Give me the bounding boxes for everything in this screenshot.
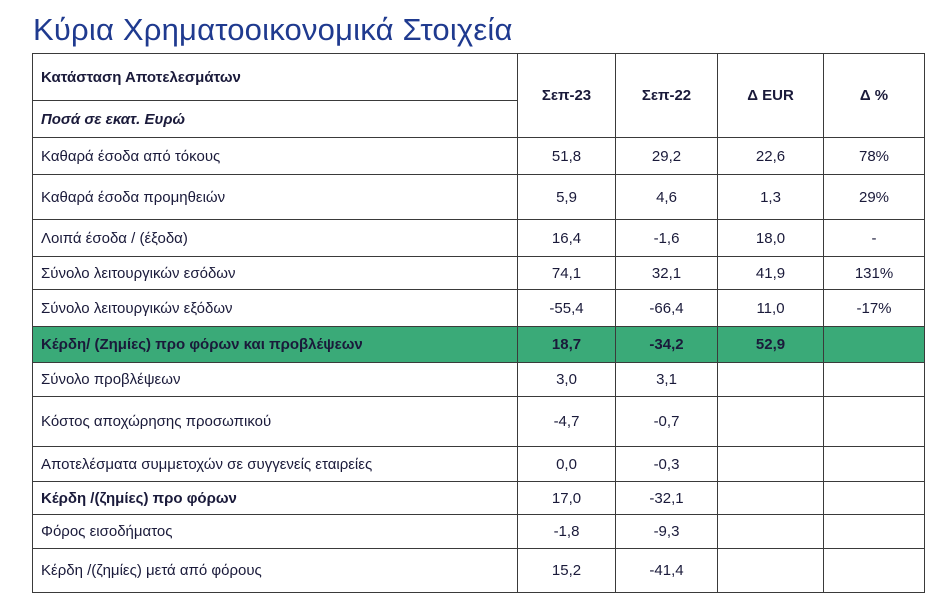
income-statement-table xyxy=(32,53,925,593)
table-row xyxy=(33,482,925,515)
units-label: Ποσά σε εκατ. Ευρώ xyxy=(33,101,518,138)
cell-sep22: -1,6 xyxy=(616,220,718,257)
cell-delta-pct xyxy=(824,447,925,482)
cell-delta-eur: 1,3 xyxy=(718,175,824,220)
page-title: Κύρια Χρηματοοικονομικά Στοιχεία xyxy=(33,12,513,47)
cell-sep23: -1,8 xyxy=(518,515,616,549)
row-label: Κέρδη /(ζημίες) μετά από φόρους xyxy=(33,549,518,593)
cell-delta-pct: 29% xyxy=(824,175,925,220)
cell-delta-pct xyxy=(824,549,925,593)
cell-delta-pct: 78% xyxy=(824,138,925,175)
cell-sep23: 18,7 xyxy=(518,327,616,363)
cell-sep22: 3,1 xyxy=(616,363,718,397)
cell-delta-pct: - xyxy=(824,220,925,257)
cell-delta-pct xyxy=(824,327,925,363)
table-row-highlighted xyxy=(33,327,925,363)
cell-sep22: -0,3 xyxy=(616,447,718,482)
row-label: Φόρος εισοδήματος xyxy=(33,515,518,549)
row-label: Αποτελέσματα συμμετοχών σε συγγενείς εταιρείες xyxy=(33,447,518,482)
cell-delta-eur: 18,0 xyxy=(718,220,824,257)
table-row xyxy=(33,220,925,257)
cell-delta-pct xyxy=(824,482,925,515)
cell-sep22: -9,3 xyxy=(616,515,718,549)
cell-sep22: 29,2 xyxy=(616,138,718,175)
cell-delta-eur xyxy=(718,447,824,482)
cell-sep22: -34,2 xyxy=(616,327,718,363)
column-header-delta-eur: Δ EUR xyxy=(718,54,824,138)
table-row xyxy=(33,447,925,482)
column-header-sep22: Σεπ-22 xyxy=(616,54,718,138)
column-header-sep23: Σεπ-23 xyxy=(518,54,616,138)
cell-sep22: 4,6 xyxy=(616,175,718,220)
row-label: Σύνολο λειτουργικών εξόδων xyxy=(33,290,518,327)
cell-sep22: -32,1 xyxy=(616,482,718,515)
cell-delta-eur: 22,6 xyxy=(718,138,824,175)
row-label: Κέρδη/ (Ζημίες) προ φόρων και προβλέψεων xyxy=(33,327,518,363)
statement-title: Κατάσταση Αποτελεσμάτων xyxy=(33,54,518,101)
cell-sep23: 15,2 xyxy=(518,549,616,593)
cell-sep23: 17,0 xyxy=(518,482,616,515)
row-label: Κόστος αποχώρησης προσωπικού xyxy=(33,397,518,447)
row-label: Σύνολο λειτουργικών εσόδων xyxy=(33,257,518,290)
cell-sep23: 74,1 xyxy=(518,257,616,290)
column-header-delta-pct: Δ % xyxy=(824,54,925,138)
cell-delta-eur: 52,9 xyxy=(718,327,824,363)
row-label: Κέρδη /(ζημίες) προ φόρων xyxy=(33,482,518,515)
table-row xyxy=(33,515,925,549)
row-label: Καθαρά έσοδα από τόκους xyxy=(33,138,518,175)
row-label: Σύνολο προβλέψεων xyxy=(33,363,518,397)
cell-sep23: 3,0 xyxy=(518,363,616,397)
table-row xyxy=(33,363,925,397)
table-row xyxy=(33,138,925,175)
cell-delta-eur xyxy=(718,482,824,515)
cell-delta-pct: -17% xyxy=(824,290,925,327)
table-header-row xyxy=(33,54,925,101)
cell-sep23: -4,7 xyxy=(518,397,616,447)
cell-sep23: 5,9 xyxy=(518,175,616,220)
table-row xyxy=(33,257,925,290)
table-row xyxy=(33,397,925,447)
cell-delta-eur: 41,9 xyxy=(718,257,824,290)
cell-delta-pct xyxy=(824,515,925,549)
cell-sep22: -0,7 xyxy=(616,397,718,447)
cell-sep23: 0,0 xyxy=(518,447,616,482)
row-label: Λοιπά έσοδα / (έξοδα) xyxy=(33,220,518,257)
cell-delta-eur xyxy=(718,397,824,447)
cell-delta-eur xyxy=(718,363,824,397)
cell-sep22: 32,1 xyxy=(616,257,718,290)
cell-sep23: 16,4 xyxy=(518,220,616,257)
cell-sep23: -55,4 xyxy=(518,290,616,327)
cell-delta-eur: 11,0 xyxy=(718,290,824,327)
cell-delta-pct xyxy=(824,397,925,447)
cell-delta-eur xyxy=(718,515,824,549)
cell-delta-eur xyxy=(718,549,824,593)
cell-sep23: 51,8 xyxy=(518,138,616,175)
table-row xyxy=(33,175,925,220)
cell-delta-pct xyxy=(824,363,925,397)
cell-sep22: -66,4 xyxy=(616,290,718,327)
table-row xyxy=(33,290,925,327)
cell-delta-pct: 131% xyxy=(824,257,925,290)
row-label: Καθαρά έσοδα προμηθειών xyxy=(33,175,518,220)
cell-sep22: -41,4 xyxy=(616,549,718,593)
table-row xyxy=(33,549,925,593)
